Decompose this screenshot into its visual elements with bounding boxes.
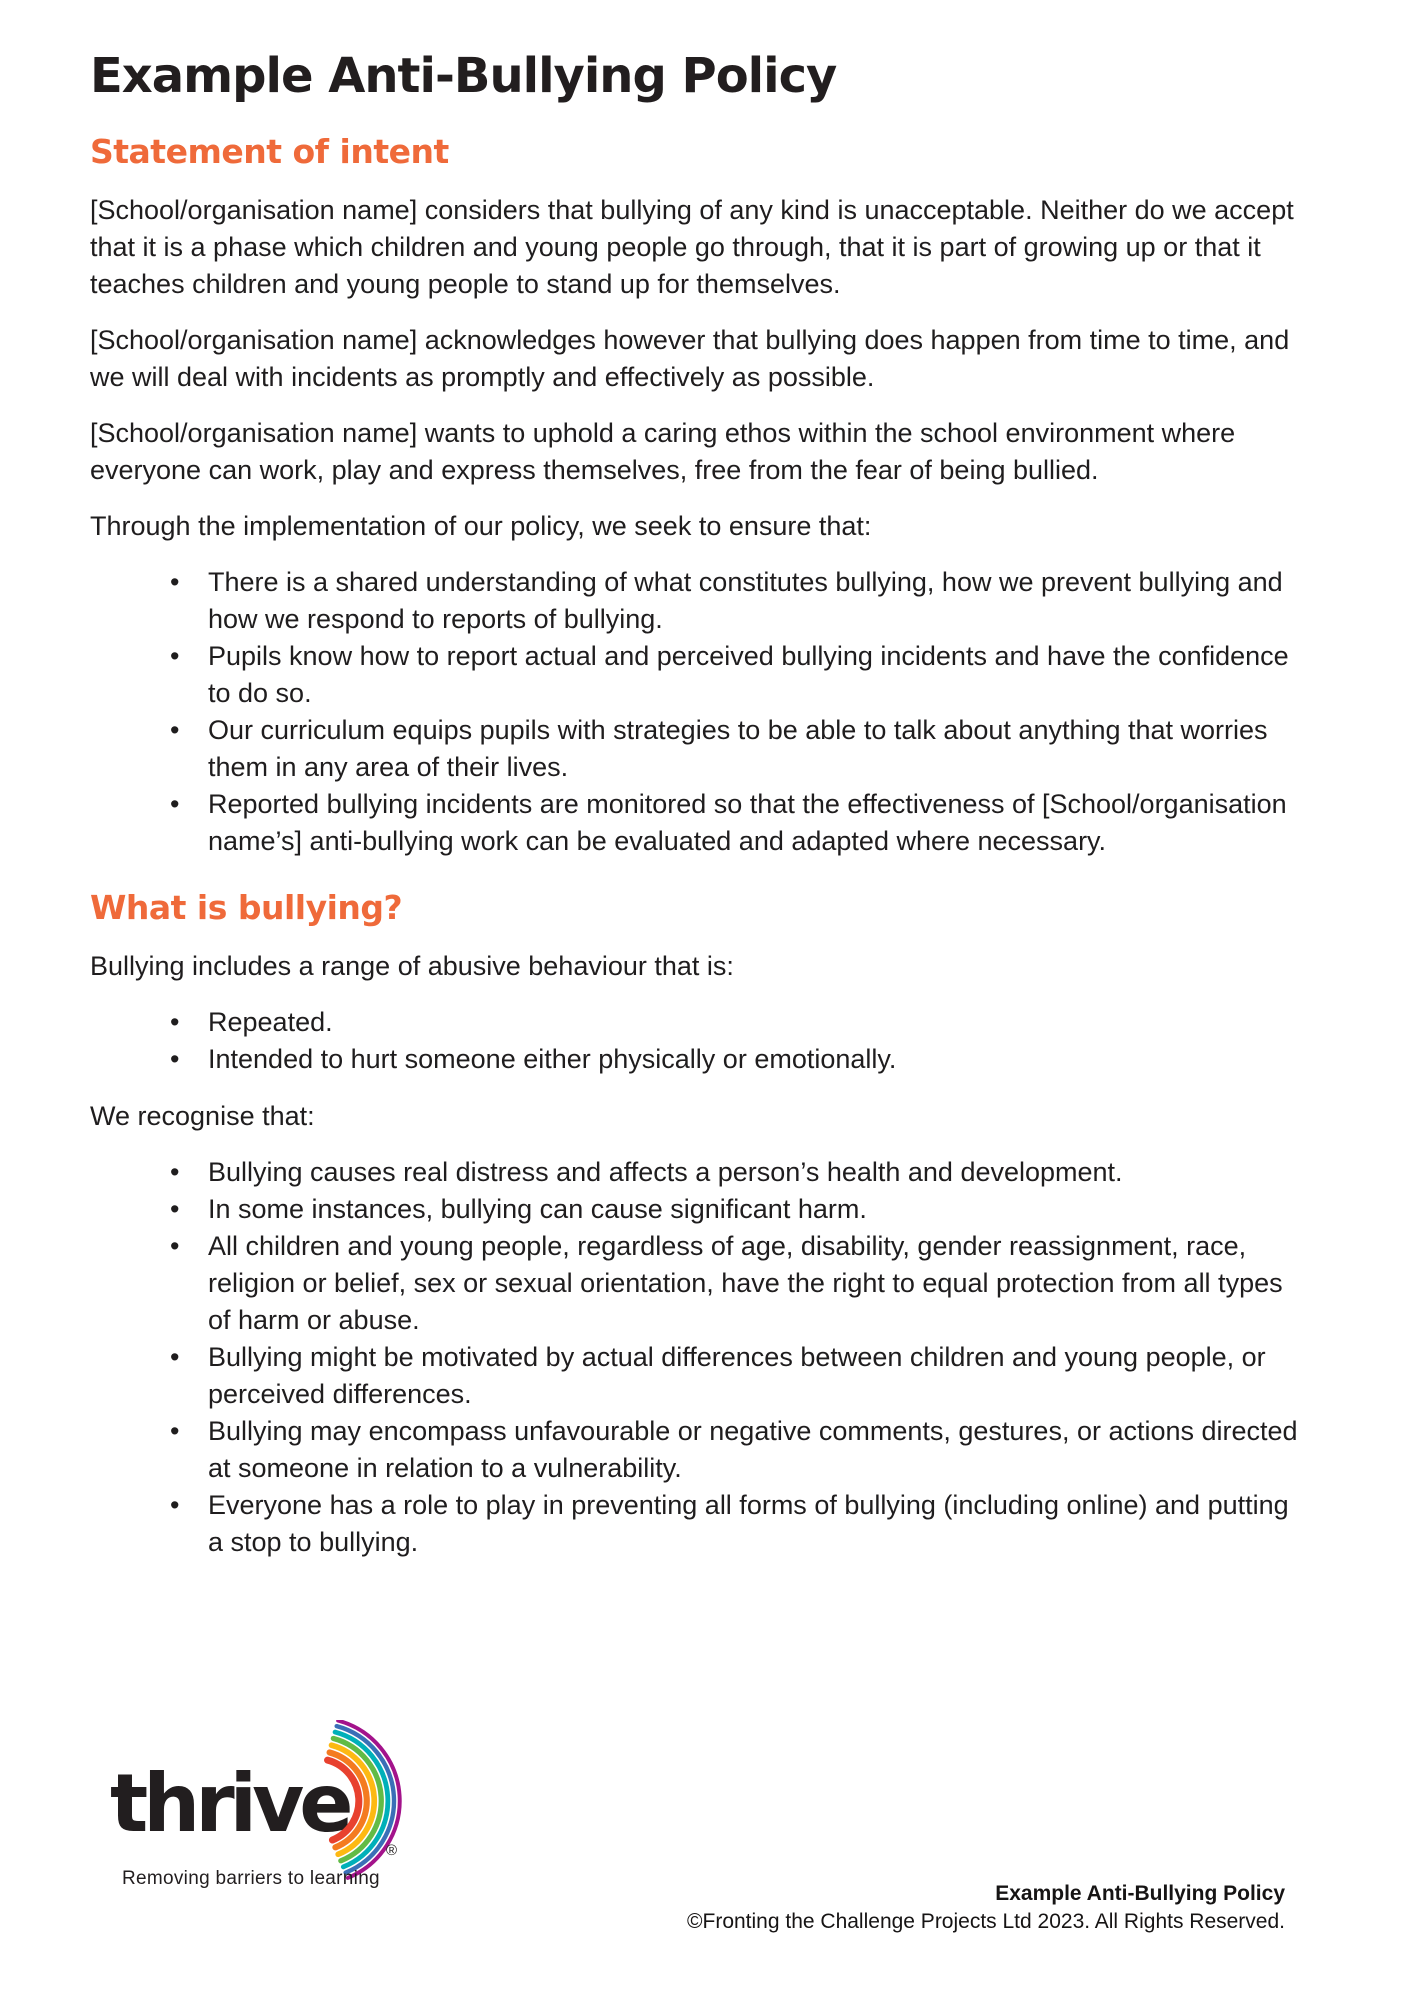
- list-item: [90, 1041, 1300, 1078]
- list-item: [90, 638, 1300, 712]
- paragraph: Bullying includes a range of abusive behaviour that is:: [90, 951, 734, 982]
- list-item-text: Reported bullying incidents are monitored so that the effectiveness of [School/organisation name’s] anti-bullying work can be evaluated and adapted where necessary.: [208, 789, 1287, 857]
- bullet-marker: •: [170, 1194, 180, 1225]
- section-heading-what-is-bullying: What is bullying?: [90, 888, 403, 928]
- list-item: [90, 1487, 1300, 1561]
- bullet-list-policy-aims: [90, 564, 1300, 860]
- list-item-text: Our curriculum equips pupils with strategies to be able to talk about anything that worries them in any area of their lives.: [208, 715, 1268, 783]
- section-heading-statement-of-intent: Statement of intent: [90, 131, 449, 171]
- list-item-text: Bullying may encompass unfavourable or negative comments, gestures, or actions directed at someone in relation to a vulnerability.: [208, 1416, 1298, 1484]
- bullet-marker: •: [170, 1157, 180, 1188]
- bullet-marker: •: [170, 567, 180, 598]
- thrive-logo: [88, 1718, 518, 1918]
- bullet-list-bullying-definition: [90, 1004, 1300, 1078]
- list-item: [90, 1228, 1300, 1339]
- bullet-marker: •: [170, 715, 180, 746]
- paragraph: [School/organisation name] acknowledges however that bullying does happen from time to time, and we will deal with incidents as promptly and effectively as possible.: [90, 325, 1290, 393]
- list-item-text: Intended to hurt someone either physically or emotionally.: [208, 1044, 897, 1075]
- list-item-text: Bullying causes real distress and affects a person’s health and development.: [208, 1157, 1123, 1188]
- paragraph: [School/organisation name] considers that bullying of any kind is unacceptable. Neither do we accept that it is a phase which children and young people go through, that it is part of growing up or that it teaches children and young people to stand up for themselves.: [90, 195, 1294, 300]
- list-item: [90, 564, 1300, 638]
- paragraph: Through the implementation of our policy, we seek to ensure that:: [90, 511, 872, 542]
- document-content: [90, 50, 1300, 1581]
- bullet-marker: •: [170, 1342, 180, 1373]
- registered-trademark: ®: [386, 1842, 398, 1859]
- list-item-text: Repeated.: [208, 1007, 333, 1038]
- list-item-text: Everyone has a role to play in preventing all forms of bullying (including online) and putting a stop to bullying.: [208, 1490, 1289, 1558]
- list-item-text: Pupils know how to report actual and perceived bullying incidents and have the confidence to do so.: [208, 641, 1289, 709]
- bullet-marker: •: [170, 1416, 180, 1447]
- logo-tagline: Removing barriers to learning: [122, 1868, 380, 1889]
- list-item: [90, 1339, 1300, 1413]
- list-item: [90, 712, 1300, 786]
- bullet-marker: •: [170, 1044, 180, 1075]
- list-item-text: Bullying might be motivated by actual differences between children and young people, or perceived differences.: [208, 1342, 1266, 1410]
- bullet-marker: •: [170, 1490, 180, 1521]
- bullet-marker: •: [170, 641, 180, 672]
- list-item: [90, 1413, 1300, 1487]
- list-item-text: All children and young people, regardless of age, disability, gender reassignment, race, religion or belief, sex or sexual orientation, have the right to equal protection from all types of harm or abuse.: [208, 1231, 1283, 1336]
- bullet-list-we-recognise: [90, 1154, 1300, 1561]
- bullet-marker: •: [170, 1007, 180, 1038]
- list-item-text: In some instances, bullying can cause significant harm.: [208, 1194, 867, 1225]
- thrive-wordmark: thrive: [110, 1757, 349, 1850]
- paragraph: [School/organisation name] wants to uphold a caring ethos within the school environment where everyone can work, play and express themselves, free from the fear of being bullied.: [90, 418, 1236, 486]
- list-item: [90, 1154, 1300, 1191]
- footer-doc-title: Example Anti-Bullying Policy: [995, 1882, 1285, 1905]
- list-item: [90, 1191, 1300, 1228]
- list-item: [90, 1004, 1300, 1041]
- list-item: [90, 786, 1300, 860]
- bullet-marker: •: [170, 1231, 180, 1262]
- footer: [687, 1880, 1285, 1936]
- page-title: Example Anti-Bullying Policy: [90, 48, 837, 104]
- list-item-text: There is a shared understanding of what constitutes bullying, how we prevent bullying and how we respond to reports of bullying.: [208, 567, 1283, 635]
- bullet-marker: •: [170, 789, 180, 820]
- footer-copyright: ©Fronting the Challenge Projects Ltd 2023. All Rights Reserved.: [687, 1910, 1285, 1933]
- paragraph: We recognise that:: [90, 1101, 315, 1132]
